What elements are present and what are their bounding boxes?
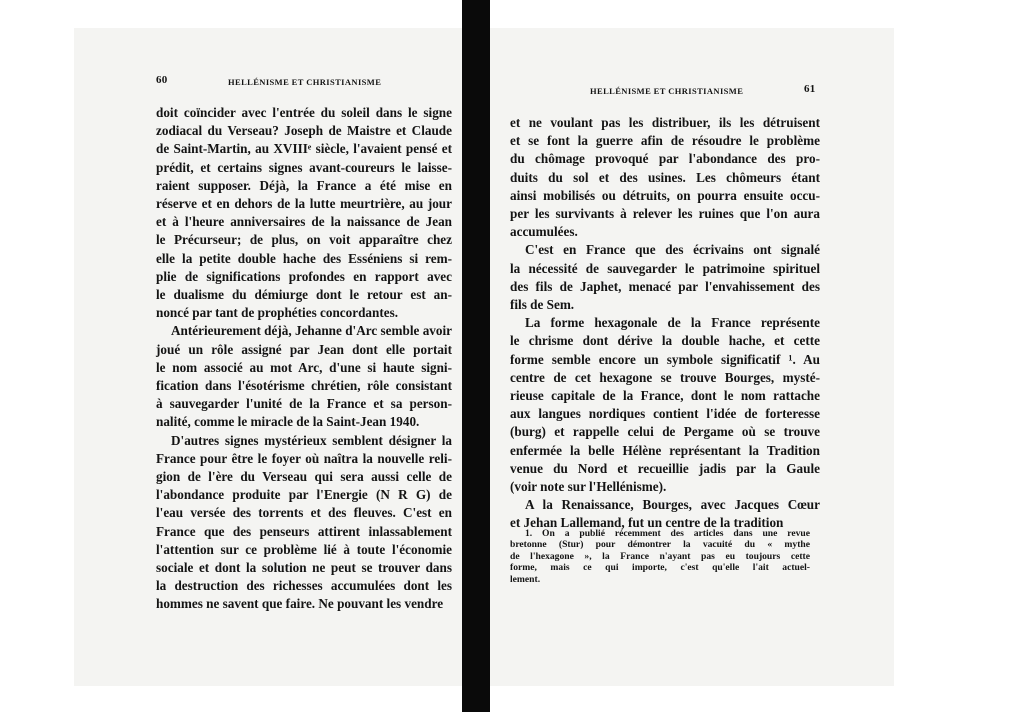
- text-line: l'attention sur ce problème lié à toute l'économie: [156, 541, 452, 557]
- left-body-text: [156, 104, 452, 614]
- right-running-head: HELLÉNISME ET CHRISTIANISME: [590, 86, 744, 96]
- right-body-text: [510, 114, 820, 533]
- footnote-line: bretonne (Stur) pour démontrer la vacuité du « mythe: [510, 539, 810, 551]
- text-line: duits du sol et des usines. Les chômeurs étant: [510, 169, 820, 185]
- text-line: venue du Nord et recueillie jadis par la Gaule: [510, 460, 820, 476]
- text-line: et ne voulant pas les distribuer, ils les détruisent: [510, 115, 820, 130]
- text-line: du chômage provoqué par l'abondance des pro-: [510, 151, 820, 167]
- text-line: enfermée la belle Hélène représentant la Tradition: [510, 442, 820, 458]
- text-line: France que des penseurs attirent inlassablement: [156, 523, 452, 539]
- text-line: noncé par tant de prophéties concordantes.: [156, 305, 399, 321]
- footnote-line: de l'hexagone », la France n'ayant pas eu toujours cette: [510, 550, 810, 562]
- text-line: per les survivants à relever les ruines que l'on aura: [510, 206, 820, 222]
- text-line: hommes ne savent que faire. Ne pouvant les vendre: [156, 596, 444, 612]
- left-running-head: HELLÉNISME ET CHRISTIANISME: [228, 77, 382, 87]
- text-line: des fils de Japhet, menacé par l'envahissement des: [510, 278, 820, 294]
- text-line: le Précurseur; de plus, on voit apparaître chez: [156, 232, 452, 248]
- text-line: le dualisme du démiurge dont le retour est an-: [156, 287, 452, 303]
- text-line: et se font la guerre afin de résoudre le problème: [510, 133, 820, 149]
- text-line: doit coïncider avec l'entrée du soleil dans le signe: [156, 105, 452, 120]
- text-line: raient supposer. Déjà, la France a été mise en: [156, 177, 452, 193]
- text-line: C'est en France que des écrivains ont signalé: [525, 242, 820, 258]
- text-line: à sauvegarder l'unité de la France et sa person-: [156, 396, 452, 412]
- text-line: l'abondance produite par l'Energie (N R G) de: [156, 487, 452, 503]
- text-line: (burg) et rappelle celui de Pergame où se trouve: [510, 424, 820, 440]
- text-line: joué un rôle assigné par Jean dont elle portait: [156, 341, 452, 357]
- text-line: nalité, comme le miracle de la Saint-Jean 1940.: [156, 414, 420, 430]
- text-line: réserve et en dehors de la lutte meurtrière, au jour: [156, 196, 452, 212]
- text-line: La forme hexagonale de la France représente: [525, 315, 820, 331]
- text-line: centre de cet hexagone se trouve Bourges, mysté-: [510, 369, 820, 385]
- text-line: D'autres signes mystérieux semblent désigner la: [171, 432, 452, 448]
- text-line: aux langues nordiques contient l'idée de forteresse: [510, 406, 820, 422]
- text-line: zodiacal du Verseau? Joseph de Maistre et Claude: [156, 123, 452, 139]
- text-line: elle la petite double hache des Esséniens si rem-: [156, 250, 452, 266]
- text-line: A la Renaissance, Bourges, avec Jacques Cœur: [525, 497, 820, 513]
- text-line: accumulées.: [510, 224, 578, 240]
- text-line: la nécessité de sauvegarder le patrimoine spirituel: [510, 260, 820, 276]
- text-line: et Jehan Lallemand, fut un centre de la tradition: [510, 515, 784, 531]
- text-line: la destruction des richesses accumulées dont les: [156, 578, 452, 594]
- text-line: prédit, et certains signes avant-coureurs le laisse-: [156, 159, 452, 175]
- text-line: forme semble encore un symbole significatif ¹. Au: [510, 351, 820, 367]
- text-line: et à l'heure anniversaires de la naissance de Jean: [156, 214, 452, 230]
- book-spine: [462, 0, 490, 712]
- text-line: gion de l'ère du Verseau qui sera aussi celle de: [156, 469, 452, 485]
- text-line: le chrisme dont dérive la double hache, et cette: [510, 333, 820, 349]
- text-line: de Saint-Martin, au XVIIIᵉ siècle, l'avaient pensé et: [156, 141, 452, 157]
- text-line: Antérieurement déjà, Jehanne d'Arc semble avoir: [171, 323, 452, 339]
- left-page-number: 60: [156, 74, 168, 86]
- text-line: le nom associé au mot Arc, d'une si haute signi-: [156, 359, 452, 375]
- text-line: ainsi mobilisés ou détruits, on pourra ensuite occu-: [510, 187, 820, 203]
- footnote: [510, 528, 810, 585]
- text-line: rieuse capitale de la France, dont le nom rattache: [510, 388, 820, 404]
- text-line: France pour être le foyer où naîtra la nouvelle reli-: [156, 450, 452, 466]
- text-line: (voir note sur l'Hellénisme).: [510, 479, 667, 495]
- right-page-number: 61: [804, 83, 816, 95]
- footnote-line: lement.: [510, 573, 541, 585]
- footnote-line: forme, mais ce qui importe, c'est qu'elle l'ait actuel-: [510, 562, 810, 574]
- text-line: fication dans l'ésotérisme chrétien, rôle consistant: [156, 378, 452, 394]
- text-line: plie de significations profondes en rapport avec: [156, 268, 452, 284]
- text-line: fils de Sem.: [510, 297, 575, 313]
- text-line: l'eau versée des torrents et des fleuves. C'est en: [156, 505, 452, 521]
- text-line: sociale et dont la solution ne peut se trouver dans: [156, 560, 452, 576]
- footnote-line: 1. On a publié récemment des articles dans une revue: [525, 528, 810, 539]
